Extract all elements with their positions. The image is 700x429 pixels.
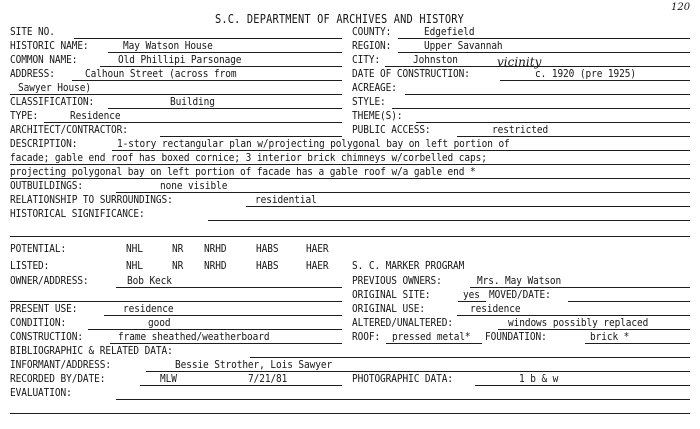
bibliographic-label: BIBLIOGRAPHIC & RELATED DATA: — [10, 344, 173, 357]
classification-value: Building — [170, 95, 215, 108]
historic-name-label: HISTORIC NAME: — [10, 39, 89, 52]
acreage-label: ACREAGE: — [352, 81, 397, 94]
site-no-label: SITE NO. — [10, 25, 55, 38]
acreage-line — [405, 94, 690, 95]
potential-haer: HAER — [306, 242, 329, 255]
style-label: STYLE: — [352, 95, 386, 108]
original-site-value: yes — [463, 288, 480, 301]
description-line-3: projecting polygonal bay on left portion of facade has a gable roof w/a gable end * — [10, 165, 476, 178]
condition-label: CONDITION: — [10, 316, 67, 329]
architect-label: ARCHITECT/CONTRACTOR: — [10, 123, 128, 136]
style-line — [392, 108, 690, 109]
altered-label: ALTERED/UNALTERED: — [352, 316, 453, 329]
historical-significance-line-2 — [10, 236, 690, 237]
potential-label: POTENTIAL: — [10, 242, 67, 255]
altered-value: windows possibly replaced — [508, 316, 649, 329]
moved-date-line — [568, 301, 690, 302]
theme-line — [416, 122, 690, 123]
address-line — [72, 80, 342, 81]
foundation-value: brick * — [590, 330, 630, 343]
date-of-construction-line — [500, 80, 690, 81]
listed-habs: HABS — [256, 259, 279, 272]
date-of-construction-label: DATE OF CONSTRUCTION: — [352, 67, 470, 80]
historical-significance-label: HISTORICAL SIGNIFICANCE: — [10, 207, 145, 220]
common-name-value: Old Phillipi Parsonage — [118, 53, 242, 66]
marker-program-label: S. C. MARKER PROGRAM — [352, 259, 465, 272]
potential-nr: NR — [172, 242, 184, 255]
evaluation-line-2 — [10, 413, 690, 414]
region-value: Upper Savannah — [424, 39, 503, 52]
recorded-by-value: MLW — [160, 372, 177, 385]
potential-nhl: NHL — [126, 242, 143, 255]
present-use-line — [104, 315, 342, 316]
foundation-label: FOUNDATION: — [485, 330, 547, 343]
historic-name-value: May Watson House — [123, 39, 213, 52]
condition-value: good — [148, 316, 171, 329]
moved-date-label: MOVED/DATE: — [489, 288, 551, 301]
date-of-construction-value: c. 1920 (pre 1925) — [535, 67, 636, 80]
photographic-line — [475, 385, 690, 386]
construction-label: CONSTRUCTION: — [10, 330, 83, 343]
description-label: DESCRIPTION: — [10, 137, 78, 150]
public-access-value: restricted — [492, 123, 549, 136]
present-use-label: PRESENT USE: — [10, 302, 78, 315]
listed-nr: NR — [172, 259, 184, 272]
roof-label: ROOF: — [352, 330, 381, 343]
photographic-label: PHOTOGRAPHIC DATA: — [352, 372, 453, 385]
outbuildings-label: OUTBUILDINGS: — [10, 179, 83, 192]
common-name-label: COMMON NAME: — [10, 53, 78, 66]
description-line-1: 1-story rectangular plan w/projecting polygonal bay on left portion of — [117, 137, 510, 150]
page-number: 120 — [671, 2, 691, 13]
roof-value: pressed metal* — [392, 330, 471, 343]
listed-label: LISTED: — [10, 259, 50, 272]
city-label: CITY: — [352, 53, 381, 66]
description-line-2: facade; gable end roof has boxed cornice; 3 interior brick chimneys w/corbelled caps; — [10, 151, 487, 164]
theme-label: THEME(S): — [352, 109, 403, 122]
region-label: REGION: — [352, 39, 392, 52]
description-rule-3 — [10, 178, 690, 179]
public-access-label: PUBLIC ACCESS: — [352, 123, 431, 136]
evaluation-label: EVALUATION: — [10, 386, 72, 399]
relationship-value: residential — [255, 193, 317, 206]
county-label: COUNTY: — [352, 25, 392, 38]
original-use-value: residence — [470, 302, 521, 315]
address-value-2: Sawyer House) — [18, 81, 91, 94]
recorded-date-value: 7/21/81 — [248, 372, 288, 385]
listed-haer: HAER — [306, 259, 329, 272]
foundation-line — [585, 343, 690, 344]
previous-owners-label: PREVIOUS OWNERS: — [352, 274, 442, 287]
address-label: ADDRESS: — [10, 67, 55, 80]
owner-line — [116, 287, 342, 288]
potential-nrhd: NRHD — [204, 242, 227, 255]
type-value: Residence — [70, 109, 121, 122]
original-site-label: ORIGINAL SITE: — [352, 288, 431, 301]
original-use-label: ORIGINAL USE: — [352, 302, 425, 315]
photographic-value: 1 b & w — [519, 372, 559, 385]
historical-significance-line — [208, 220, 690, 221]
type-label: TYPE: — [10, 109, 39, 122]
present-use-value: residence — [123, 302, 174, 315]
city-value: Johnston — [413, 53, 458, 66]
outbuildings-value: none visible — [160, 179, 228, 192]
city-handwritten-note: vicinity — [497, 55, 542, 69]
construction-value: frame sheathed/weatherboard — [118, 330, 270, 343]
listed-nrhd: NRHD — [204, 259, 227, 272]
relationship-label: RELATIONSHIP TO SURROUNDINGS: — [10, 193, 173, 206]
recorded-line — [140, 385, 342, 386]
classification-label: CLASSIFICATION: — [10, 95, 95, 108]
form-title: S.C. DEPARTMENT OF ARCHIVES AND HISTORY — [215, 12, 465, 26]
recorded-label: RECORDED BY/DATE: — [10, 372, 106, 385]
relationship-line — [246, 206, 690, 207]
informant-value: Bessie Strother, Lois Sawyer — [175, 358, 333, 371]
listed-nhl: NHL — [126, 259, 143, 272]
county-value: Edgefield — [424, 25, 475, 38]
informant-label: INFORMANT/ADDRESS: — [10, 358, 111, 371]
classification-line — [108, 108, 342, 109]
address-value-1: Calhoun Street (across from — [85, 67, 237, 80]
previous-owners-value: Mrs. May Watson — [477, 274, 562, 287]
outbuildings-line — [116, 192, 690, 193]
owner-value: Bob Keck — [127, 274, 172, 287]
owner-label: OWNER/ADDRESS: — [10, 274, 89, 287]
evaluation-line — [116, 399, 690, 400]
roof-line — [386, 343, 482, 344]
potential-habs: HABS — [256, 242, 279, 255]
